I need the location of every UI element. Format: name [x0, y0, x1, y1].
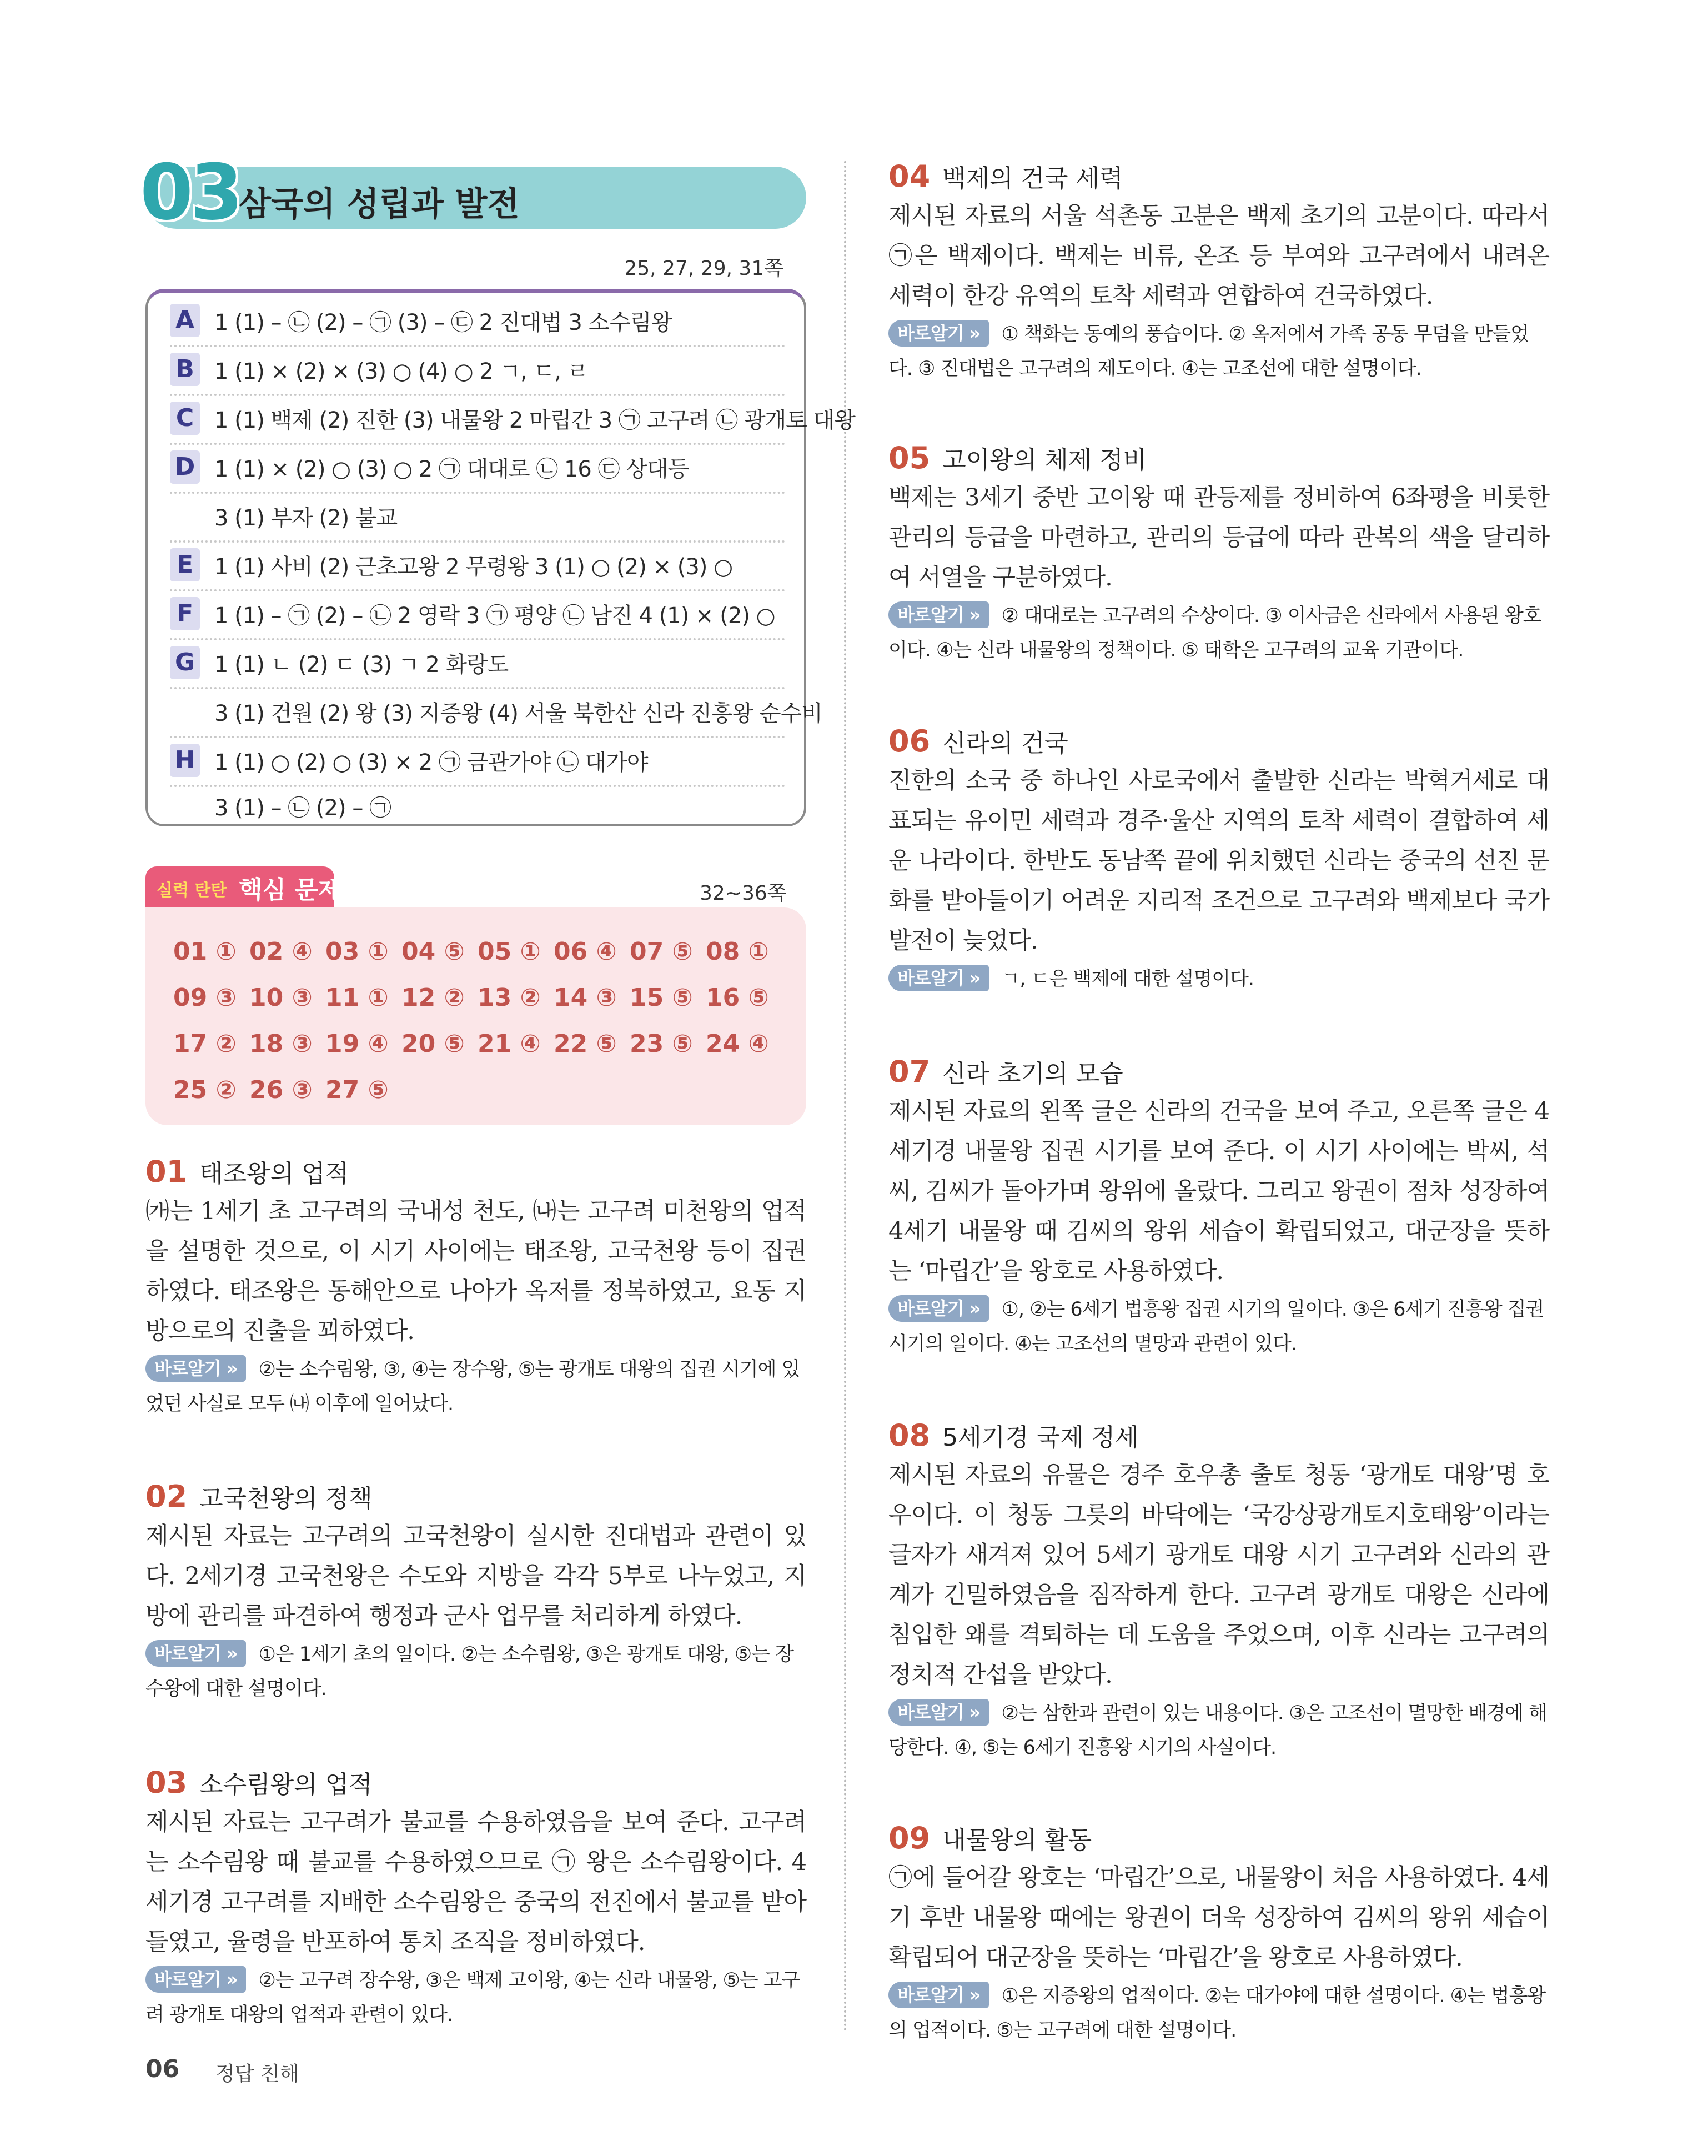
concept-answers: 3 (1) – ㉡ (2) – ㉠: [214, 795, 391, 821]
concept-answer-box: [145, 289, 855, 826]
concept-answers: 3 (1) 건원 (2) 왕 (3) 지증왕 (4) 서울 북한산 신라 진흥왕 순수비: [214, 700, 822, 726]
section-badge: A: [170, 304, 200, 337]
item-note: [145, 1963, 806, 2032]
note-badge: 바로알기 »: [888, 1295, 989, 1322]
explanation-item-08: [888, 1416, 1549, 1765]
explanation-item-04: [888, 157, 1549, 386]
item-note: [888, 1979, 1549, 2048]
note-badge: 바로알기 »: [145, 1966, 246, 1993]
answer-line: [173, 1021, 790, 1067]
concept-answers: 1 (1) 사비 (2) 근초고왕 2 무령왕 3 (1) ○ (2) × (3) ○: [214, 554, 733, 580]
item-title: 고이왕의 체제 정비: [942, 446, 1147, 474]
item-note: [888, 1696, 1549, 1765]
answer-item: 22 ⑤: [554, 1030, 617, 1058]
item-note: [888, 962, 1549, 996]
answer-item: 04 ⑤: [401, 937, 465, 966]
item-body: 제시된 자료의 서울 석촌동 고분은 백제 초기의 고분이다. 따라서 ㉠은 백제이다. 백제는 비류, 온조 등 부여와 고구려에서 내려온 세력이 한강 유역의 토착 세력과 연합하여 건국하였다.: [888, 202, 1549, 310]
item-note: [888, 599, 1549, 668]
note-text: ㄱ, ㄷ은 백제에 대한 설명이다.: [1001, 968, 1254, 990]
concept-row: [170, 736, 785, 787]
answer-item: 08 ①: [706, 937, 769, 966]
note-badge: 바로알기 »: [888, 1982, 989, 2008]
answer-item: 05 ①: [478, 937, 541, 966]
item-body: ㉠에 들어갈 왕호는 ‘마립간’으로, 내물왕이 처음 사용하였다. 4세기 후반 내물왕 때에는 왕권이 더욱 성장하여 김씨의 왕위 세습이 확립되어 대군장을 뜻하는 ‘마립간’을 왕호로 사용하였다.: [888, 1864, 1549, 1972]
concept-row: [170, 443, 785, 494]
concept-answers: 1 (1) – ㉡ (2) – ㉠ (3) – ㉢ 2 진대법 3 소수림왕: [214, 309, 672, 335]
item-body: 진한의 소국 중 하나인 사로국에서 출발한 신라는 박혁거세로 대표되는 유이민 세력과 경주·울산 지역의 토착 세력이 결합하여 세운 나라이다. 한반도 동남쪽 끝에 위치했던 신라는 중국의 선진 문화를 받아들이기 어려운 지리적 조건으로 고구려와 백제보다 국가 발전이 늦었다.: [888, 767, 1549, 955]
explanation-item-09: [888, 1819, 1549, 2048]
section-badge: H: [170, 744, 200, 777]
explanation-item-05: [888, 439, 1549, 668]
answer-item: 14 ③: [554, 984, 617, 1012]
answer-line: [173, 975, 790, 1021]
section-badge: E: [170, 548, 200, 581]
item-note: [145, 1637, 806, 1706]
item-title: 소수림왕의 업적: [199, 1771, 373, 1799]
book-title: 정답 친해: [215, 2063, 299, 2085]
item-number: 03: [145, 1765, 188, 1800]
item-title: 백제의 건국 세력: [942, 164, 1123, 193]
answer-item: 10 ③: [249, 984, 313, 1012]
answer-item: 02 ④: [249, 937, 313, 966]
answer-item: 06 ④: [554, 937, 617, 966]
explanation-item-02: [145, 1477, 806, 1706]
core-label-title: 핵심 문제: [239, 876, 342, 904]
item-note: [888, 1292, 1549, 1361]
item-body: 제시된 자료의 유물은 경주 호우총 출토 청동 ‘광개토 대왕’명 호우이다. 이 청동 그릇의 바닥에는 ‘국강상광개토지호태왕’이라는 글자가 새겨져 있어 5세기 광개토 대왕 시기 고구려와 신라의 관계가 긴밀하였음을 짐작하게 한다. 고구려 광개토 대왕은 신라에 침입한 왜를 격퇴하는 데 도움을 주었으며, 이후 신라는 고구려의 정치적 간섭을 받았다.: [888, 1461, 1549, 1689]
item-heading: [145, 1763, 806, 1802]
note-badge: 바로알기 »: [888, 601, 989, 628]
item-number: 05: [888, 440, 931, 475]
core-pages-reference: 32~36쪽: [700, 882, 787, 905]
answer-item: 26 ③: [249, 1076, 313, 1104]
concept-row: [170, 540, 785, 591]
core-answer-grid: [173, 929, 790, 1113]
answer-item: 21 ④: [478, 1030, 541, 1058]
item-title: 고국천왕의 정책: [199, 1485, 373, 1513]
concept-answers: 1 (1) ○ (2) ○ (3) × 2 ㉠ 금관가야 ㉡ 대가야: [214, 749, 648, 775]
item-heading: [888, 439, 1549, 478]
note-text: ①은 지증왕의 업적이다. ②는 대가야에 대한 설명이다. ④는 법흥왕의 업적이다. ⑤는 고구려에 대한 설명이다.: [888, 1985, 1546, 2042]
concept-row: [170, 687, 822, 738]
answer-item: 20 ⑤: [401, 1030, 465, 1058]
chapter-title: 삼국의 성립과 발전: [239, 185, 520, 224]
answer-item: 25 ②: [173, 1076, 237, 1104]
section-badge: D: [170, 450, 200, 484]
column-divider: [844, 161, 846, 2033]
answer-item: 24 ④: [706, 1030, 769, 1058]
item-title: 내물왕의 활동: [942, 1826, 1092, 1854]
answer-item: 12 ②: [401, 984, 465, 1012]
concept-row: [170, 394, 855, 445]
answer-item: 01 ①: [173, 937, 237, 966]
section-badge: B: [170, 353, 200, 386]
answer-line: [173, 929, 790, 975]
chapter-number: 03: [140, 148, 240, 237]
item-number: 06: [888, 724, 931, 759]
concept-answers: 1 (1) ㄴ (2) ㄷ (3) ㄱ 2 화랑도: [214, 651, 509, 678]
answer-item: 17 ②: [173, 1030, 237, 1058]
note-badge: 바로알기 »: [888, 965, 989, 991]
section-badge: C: [170, 402, 200, 435]
item-title: 5세기경 국제 정세: [942, 1423, 1139, 1452]
answer-line: [173, 1067, 790, 1113]
answer-item: 15 ⑤: [630, 984, 693, 1012]
item-heading: [145, 1477, 806, 1516]
note-text: ②는 삼한과 관련이 있는 내용이다. ③은 고조선이 멸망한 배경에 해당한다. ④, ⑤는 6세기 진흥왕 시기의 사실이다.: [888, 1702, 1547, 1759]
item-title: 신라 초기의 모습: [942, 1060, 1123, 1088]
item-body: 제시된 자료는 고구려의 고국천왕이 실시한 진대법과 관련이 있다. 2세기경 고국천왕은 수도와 지방을 각각 5부로 나누었고, 지방에 관리를 파견하여 행정과 군사 업무를 처리하게 하였다.: [145, 1522, 806, 1630]
note-text: ②는 고구려 장수왕, ③은 백제 고이왕, ④는 신라 내물왕, ⑤는 고구려 광개토 대왕의 업적과 관련이 있다.: [145, 1969, 800, 2026]
explanation-item-01: [145, 1152, 806, 1421]
item-number: 04: [888, 159, 931, 194]
note-text: ①은 1세기 초의 일이다. ②는 소수림왕, ③은 광개토 대왕, ⑤는 장수왕에 대한 설명이다.: [145, 1643, 793, 1700]
item-heading: [888, 1416, 1549, 1455]
item-body: 제시된 자료는 고구려가 불교를 수용하였음을 보여 준다. 고구려는 소수림왕 때 불교를 수용하였으므로 ㉠ 왕은 소수림왕이다. 4세기경 고구려를 지배한 소수림왕은 중국의 전진에서 불교를 받아들였고, 율령을 반포하여 통치 조직을 정비하였다.: [145, 1808, 806, 1956]
core-label-small: 실력 탄탄: [157, 881, 227, 900]
item-number: 02: [145, 1479, 188, 1514]
item-heading: [888, 1052, 1549, 1091]
item-heading: [888, 157, 1549, 196]
answer-item: 23 ⑤: [630, 1030, 693, 1058]
answer-item: 13 ②: [478, 984, 541, 1012]
item-title: 태조왕의 업적: [199, 1160, 349, 1188]
answer-item: 27 ⑤: [325, 1076, 389, 1104]
concept-answers: 1 (1) × (2) × (3) ○ (4) ○ 2 ㄱ, ㄷ, ㄹ: [214, 358, 589, 384]
item-number: 07: [888, 1054, 931, 1089]
answer-item: 03 ①: [325, 937, 389, 966]
note-badge: 바로알기 »: [145, 1355, 246, 1382]
section-badge: G: [170, 646, 200, 679]
item-number: 01: [145, 1154, 188, 1189]
concept-answers: 1 (1) × (2) ○ (3) ○ 2 ㉠ 대대로 ㉡ 16 ㉢ 상대등: [214, 456, 689, 482]
answer-item: 07 ⑤: [630, 937, 693, 966]
item-body: ㈎는 1세기 초 고구려의 국내성 천도, ㈏는 고구려 미천왕의 업적을 설명한 것으로, 이 시기 사이에는 태조왕, 고국천왕 등이 집권하였다. 태조왕은 동해안으로 나아가 옥저를 정복하였고, 요동 지방으로의 진출을 꾀하였다.: [145, 1197, 806, 1345]
concept-answers: 1 (1) 백제 (2) 진한 (3) 내물왕 2 마립간 3 ㉠ 고구려 ㉡ 광개토 대왕: [214, 407, 855, 433]
note-text: ②는 소수림왕, ③, ④는 장수왕, ⑤는 광개토 대왕의 집권 시기에 있었던 사실로 모두 ㈏ 이후에 일어났다.: [145, 1358, 800, 1415]
answer-item: 11 ①: [325, 984, 389, 1012]
concept-row: [170, 296, 785, 347]
explanation-item-07: [888, 1052, 1549, 1361]
concept-row: [170, 781, 785, 830]
item-number: 08: [888, 1418, 931, 1453]
answer-item: 09 ③: [173, 984, 237, 1012]
item-number: 09: [888, 1821, 931, 1856]
answer-item: 19 ④: [325, 1030, 389, 1058]
explanation-item-03: [145, 1763, 806, 2032]
item-body: 제시된 자료의 왼쪽 글은 신라의 건국을 보여 주고, 오른쪽 글은 4세기경 내물왕 집권 시기를 보여 준다. 이 시기 사이에는 박씨, 석씨, 김씨가 돌아가며 왕위에 올랐다. 그리고 왕권이 점차 성장하여 4세기 내물왕 때 김씨의 왕위 세습이 확립되었고, 대군장을 뜻하는 ‘마립간’을 왕호로 사용하였다.: [888, 1097, 1549, 1285]
item-note: [888, 317, 1549, 386]
note-badge: 바로알기 »: [145, 1640, 246, 1667]
concept-answers: 3 (1) 부자 (2) 불교: [214, 505, 398, 531]
concept-row: [170, 345, 785, 396]
item-heading: [145, 1152, 806, 1191]
note-text: ② 대대로는 고구려의 수상이다. ③ 이사금은 신라에서 사용된 왕호이다. ④는 신라 내물왕의 정책이다. ⑤ 태학은 고구려의 교육 기관이다.: [888, 605, 1541, 661]
answer-item: 16 ⑤: [706, 984, 769, 1012]
concept-row: [170, 638, 785, 689]
item-body: 백제는 3세기 중반 고이왕 때 관등제를 정비하여 6좌평을 비롯한 관리의 등급을 마련하고, 관리의 등급에 따라 관복의 색을 달리하여 서열을 구분하였다.: [888, 484, 1549, 591]
item-note: [145, 1352, 806, 1421]
concept-row: [170, 492, 785, 543]
page-number: 06: [145, 2055, 180, 2083]
concept-pages-reference: 25, 27, 29, 31쪽: [624, 257, 783, 280]
concept-answers: 1 (1) – ㉠ (2) – ㉡ 2 영락 3 ㉠ 평양 ㉡ 남진 4 (1) × (2) ○: [214, 603, 775, 629]
note-text: ① 책화는 동예의 풍습이다. ② 옥저에서 가족 공동 무덤을 만들었다. ③ 진대법은 고구려의 제도이다. ④는 고조선에 대한 설명이다.: [888, 323, 1529, 380]
section-badge: F: [170, 597, 200, 630]
answer-item: 18 ③: [249, 1030, 313, 1058]
explanation-item-06: [888, 722, 1549, 996]
item-heading: [888, 722, 1549, 761]
item-heading: [888, 1819, 1549, 1858]
item-title: 신라의 건국: [942, 729, 1068, 758]
note-badge: 바로알기 »: [888, 320, 989, 347]
concept-row: [170, 589, 785, 640]
note-text: ①, ②는 6세기 법흥왕 집권 시기의 일이다. ③은 6세기 진흥왕 집권 시기의 일이다. ④는 고조선의 멸망과 관련이 있다.: [888, 1298, 1544, 1355]
note-badge: 바로알기 »: [888, 1699, 989, 1726]
